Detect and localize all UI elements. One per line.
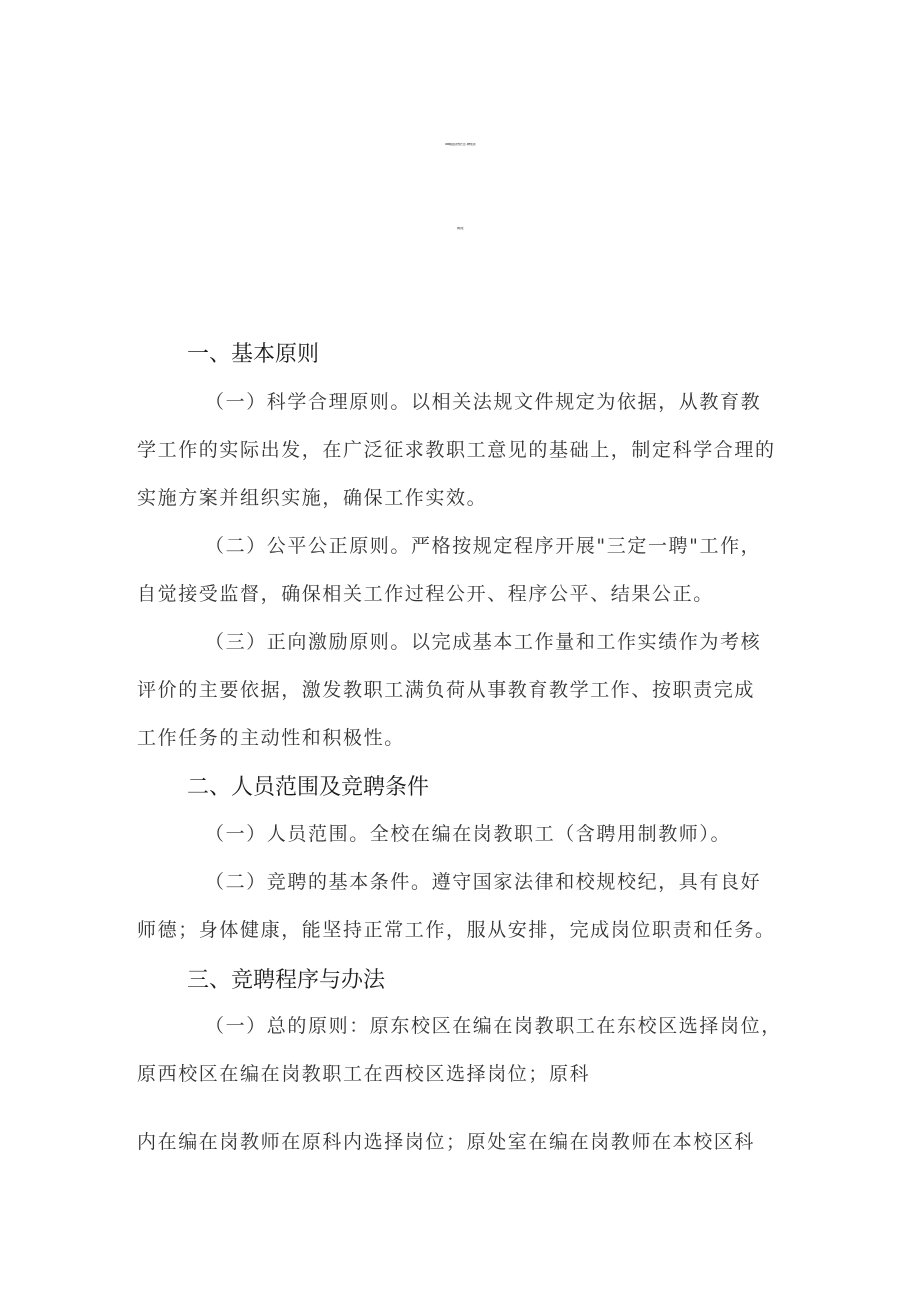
paragraph-line: （一）科学合理原则。以相关法规文件规定为依据，从教育教 — [205, 391, 762, 413]
paragraph-line: 学工作的实际出发，在广泛征求教职工意见的基础上，制定科学合理的 — [137, 439, 776, 461]
paragraph-line: 评价的主要依据，激发教职工满负荷从事教育教学工作、按职责完成 — [137, 679, 756, 701]
paragraph-line: 内在编在岗教师在原科内选择岗位；原处室在编在岗教师在本校区科 — [137, 1131, 756, 1153]
paragraph-line: 师德；身体健康，能坚持正常工作，服从安排，完成岗位职责和任务。 — [137, 919, 776, 941]
section-heading-procedure: 三、竞聘程序与办法 — [187, 968, 386, 993]
paragraph-line: （一）总的原则：原东校区在编在岗教职工在东校区选择岗位， — [205, 1015, 782, 1037]
paragraph-line: 自觉接受监督，确保相关工作过程公开、程序公平、结果公正。 — [137, 583, 714, 605]
paragraph-line: （三）正向激励原则。以完成基本工作量和工作实绩作为考核 — [205, 631, 762, 653]
paragraph-line: （二）公平公正原则。严格按规定程序开展"三定一聘"工作， — [205, 535, 762, 557]
paragraph-line: （二）竞聘的基本条件。遵守国家法律和校规校纪，具有良好 — [205, 871, 762, 893]
document-title-line-1: XXXX职业技术学校"三定一聘"岗位竞 — [444, 143, 476, 146]
section-heading-basic-principles: 一、基本原则 — [187, 342, 320, 367]
paragraph-line: 原西校区在编在岗教职工在西校区选择岗位；原科 — [137, 1063, 591, 1085]
section-heading-personnel-scope: 二、人员范围及竞聘条件 — [187, 775, 430, 800]
paragraph-line: 实施方案并组织实施，确保工作实效。 — [137, 487, 488, 509]
paragraph-line: 工作任务的主动性和积极性。 — [137, 727, 405, 749]
paragraph-line: （一）人员范围。全校在编在岗教职工（含聘用制教师）。 — [205, 823, 732, 845]
document-title-line-2: 聘方案 — [457, 227, 463, 230]
